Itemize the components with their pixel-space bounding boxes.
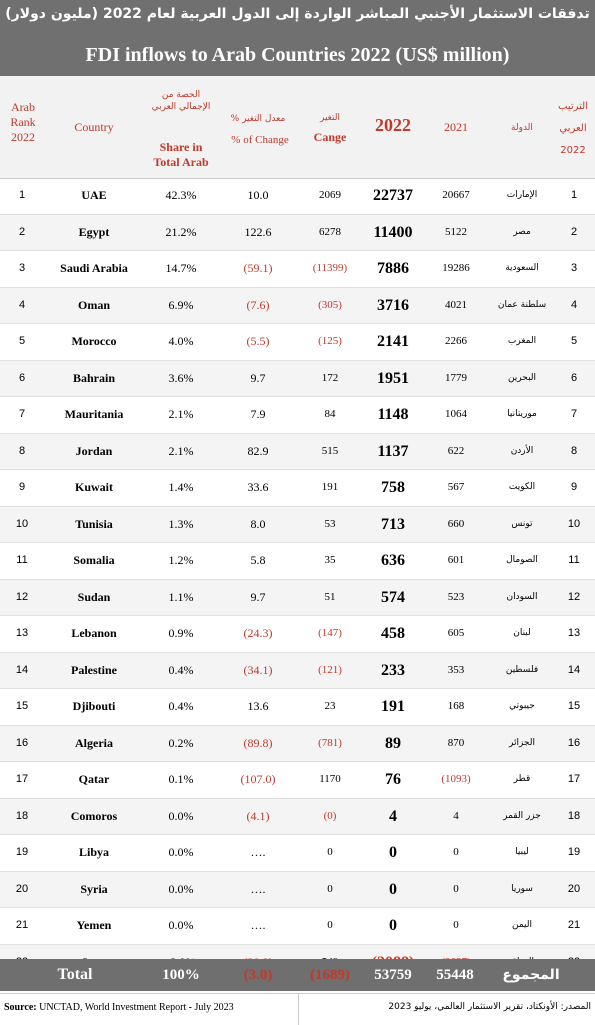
value-2021-cell: 5122 — [445, 225, 467, 238]
rank-ar-cell: 17 — [567, 773, 581, 785]
cange-cell: 6278 — [319, 225, 341, 238]
table-row — [0, 799, 595, 836]
share-cell: 0.4% — [168, 662, 194, 677]
header-cange-en: Cange — [313, 130, 347, 144]
table-row — [0, 616, 595, 653]
table-row — [0, 397, 595, 434]
value-2021-cell: 2266 — [445, 335, 467, 347]
country-ar-cell: سوريا — [511, 883, 533, 894]
cange-cell: 172 — [321, 371, 339, 384]
table-row — [0, 251, 595, 288]
country-ar-cell: مصر — [513, 226, 531, 237]
header-cange-ar: التغير — [320, 113, 340, 123]
rank-cell: 2 — [18, 225, 26, 238]
change-cell: (24.3) — [243, 626, 273, 640]
share-cell: 14.7% — [165, 261, 197, 275]
value-2021-cell: 567 — [447, 481, 465, 493]
value-2021-cell: 168 — [447, 700, 465, 712]
rank-cell: 15 — [15, 700, 29, 712]
footer — [0, 993, 595, 1025]
country-cell: Syria — [80, 881, 108, 896]
value-2022-cell: 458 — [381, 625, 405, 642]
rank-ar-cell: 4 — [570, 298, 578, 311]
cange-cell: (125) — [318, 335, 342, 347]
country-ar-cell: جزر القمر — [503, 810, 541, 821]
rank-ar-cell: 7 — [570, 408, 578, 420]
title-english: FDI inflows to Arab Countries 2022 (US$ million) — [85, 44, 510, 66]
change-cell: 9.7 — [250, 370, 266, 385]
source-ar: المصدر: الأونكتاد، تقرير الاستثمار العالمي، يوليو 2023 — [388, 1002, 591, 1012]
cange-cell: 84 — [324, 408, 336, 420]
share-cell: 1.2% — [168, 553, 194, 567]
country-cell: Tunisia — [75, 516, 113, 531]
total-change: (3.0) — [243, 967, 273, 983]
value-2021-cell: 0 — [453, 919, 459, 931]
table-row — [0, 361, 595, 398]
source-text: UNCTAD, World Investment Report - July 2023 — [36, 1002, 234, 1013]
cange-cell: (0) — [323, 809, 337, 822]
rank-cell: 17 — [15, 773, 29, 785]
change-cell: 82.9 — [247, 443, 269, 458]
share-cell: 4.0% — [168, 334, 194, 348]
country-cell: Qatar — [78, 772, 110, 786]
country-ar-cell: الجزائر — [509, 737, 535, 748]
table-row — [0, 215, 595, 252]
value-2021-cell: 870 — [447, 736, 465, 749]
rank-cell: 18 — [15, 809, 29, 822]
country-cell: Algeria — [75, 735, 113, 750]
country-ar-cell: اليمن — [511, 920, 532, 930]
table-header — [0, 76, 595, 179]
change-cell: (5.5) — [246, 334, 270, 348]
table-row — [0, 507, 595, 544]
table-row — [0, 288, 595, 325]
change-cell: (4.1) — [246, 808, 270, 823]
change-cell: 7.9 — [250, 407, 266, 421]
share-cell: 0.1% — [168, 772, 194, 786]
share-cell: 3.6% — [168, 370, 194, 385]
table-row — [0, 543, 595, 580]
change-cell: 8.0 — [250, 516, 266, 531]
country-cell: UAE — [81, 188, 107, 202]
cange-cell: 2069 — [319, 189, 341, 201]
value-2022-cell: 713 — [381, 515, 405, 533]
table-row — [0, 324, 595, 361]
value-2022-cell: 0 — [389, 844, 397, 861]
cange-cell: 35 — [324, 554, 336, 566]
source-en — [4, 1002, 234, 1013]
change-cell: 5.8 — [250, 553, 266, 567]
value-2021-cell: 19286 — [442, 262, 470, 274]
cange-cell: 1170 — [319, 773, 341, 785]
rank-ar-cell: 14 — [567, 663, 581, 676]
change-cell: 9.7 — [250, 589, 266, 604]
share-cell: 1.3% — [168, 516, 194, 531]
share-cell: 2.1% — [168, 407, 194, 421]
value-2022-cell: 3716 — [377, 296, 409, 314]
share-cell: 42.3% — [165, 188, 197, 202]
change-cell: …. — [250, 881, 266, 896]
rank-ar-cell: 3 — [570, 262, 578, 274]
rank-ar-cell: 15 — [567, 700, 581, 712]
country-cell: Jordan — [75, 443, 113, 458]
value-2022-cell: 574 — [381, 588, 405, 606]
country-ar-cell: الأردن — [510, 445, 534, 456]
value-2022-cell: 7886 — [377, 260, 409, 277]
source-label: Source: — [4, 1002, 37, 1013]
total-label-ar: المجموع — [502, 967, 560, 983]
change-cell: 13.6 — [247, 699, 269, 713]
value-2022-cell: 191 — [381, 698, 405, 715]
total-2022: 53759 — [374, 967, 412, 983]
rank-ar-cell: 8 — [570, 444, 578, 457]
value-2021-cell: 0 — [453, 846, 459, 858]
table-row — [0, 835, 595, 872]
country-cell: Yemen — [76, 918, 112, 932]
cange-cell: 0 — [327, 919, 333, 931]
share-cell: 0.2% — [168, 735, 194, 750]
country-ar-cell: لبنان — [513, 628, 531, 638]
rank-ar-cell: 12 — [567, 590, 581, 603]
value-2021-cell: 523 — [447, 590, 465, 603]
total-2021: 55448 — [436, 967, 474, 983]
table-row — [0, 762, 595, 799]
rank-cell: 16 — [15, 736, 29, 749]
table-row — [0, 726, 595, 763]
value-2021-cell: 1064 — [445, 408, 467, 420]
share-cell: 0.4% — [168, 699, 194, 713]
country-cell: Sudan — [77, 589, 111, 604]
country-cell: Oman — [77, 297, 110, 312]
cange-cell: (781) — [318, 736, 342, 749]
change-cell: (107.0) — [240, 772, 276, 786]
rank-cell: 14 — [15, 663, 29, 676]
value-2022-cell: 11400 — [373, 223, 413, 241]
header-rank-ar: الترتيب العربي 2022 — [558, 101, 588, 156]
share-cell: 0.0% — [168, 918, 194, 932]
country-ar-cell: جيبوتي — [509, 701, 535, 711]
value-2021-cell: 353 — [447, 663, 465, 676]
cange-cell: 51 — [324, 590, 336, 603]
rank-cell: 10 — [15, 517, 29, 530]
rank-ar-cell: 20 — [567, 882, 581, 895]
rank-cell: 13 — [15, 627, 29, 639]
value-2021-cell: 1779 — [445, 371, 467, 384]
rank-cell: 6 — [18, 371, 26, 384]
value-2022-cell: 0 — [389, 880, 397, 898]
country-cell: Somalia — [73, 553, 115, 567]
table-row — [0, 470, 595, 507]
rank-ar-cell: 21 — [567, 919, 581, 931]
country-ar-cell: ليبيا — [515, 847, 529, 857]
share-cell: 0.9% — [168, 626, 194, 640]
change-cell: …. — [250, 845, 266, 859]
rank-cell: 5 — [18, 335, 26, 347]
table-row — [0, 653, 595, 690]
table-row — [0, 908, 595, 945]
table-row — [0, 434, 595, 471]
rank-ar-cell: 18 — [567, 809, 581, 822]
country-ar-cell: الإمارات — [506, 190, 538, 200]
value-2022-cell: 233 — [381, 661, 405, 679]
value-2022-cell: 758 — [381, 479, 405, 496]
share-cell: 2.1% — [168, 443, 194, 458]
cange-cell: 0 — [327, 882, 333, 895]
header-country-ar: الدولة — [511, 123, 533, 133]
country-ar-cell: قطر — [513, 774, 531, 784]
change-cell: (59.1) — [243, 261, 273, 275]
value-2022-cell: 2141 — [377, 333, 409, 350]
rank-ar-cell: 2 — [570, 225, 578, 238]
table-row — [0, 872, 595, 909]
value-2021-cell: 20667 — [442, 189, 470, 201]
country-ar-cell: المغرب — [507, 336, 537, 346]
country-ar-cell: سلطنة عمان — [497, 299, 547, 310]
cange-cell: 23 — [324, 700, 336, 712]
country-cell: Libya — [78, 845, 109, 859]
header-rank-en: Arab Rank 2022 — [10, 100, 36, 144]
rank-ar-cell: 13 — [567, 627, 581, 639]
share-cell: 0.0% — [168, 808, 194, 823]
rank-ar-cell: 19 — [567, 846, 581, 858]
value-2021-cell: 622 — [447, 444, 465, 457]
value-2021-cell: 605 — [447, 627, 465, 639]
country-cell: Comoros — [70, 808, 118, 823]
footer-divider — [298, 994, 299, 1025]
value-2022-cell: 76 — [385, 771, 401, 788]
rank-cell: 3 — [18, 262, 26, 274]
rank-ar-cell: 5 — [570, 335, 578, 347]
country-cell: Djibouti — [72, 699, 116, 713]
change-cell: (7.6) — [246, 297, 270, 312]
title-bar — [0, 0, 595, 76]
share-cell: 6.9% — [168, 297, 194, 312]
rank-ar-cell: 9 — [570, 481, 578, 493]
header-country: Country — [74, 120, 114, 134]
country-cell: Egypt — [78, 224, 110, 239]
country-cell: Mauritania — [64, 407, 124, 421]
rank-cell: 4 — [18, 298, 26, 311]
country-ar-cell: الكويت — [508, 482, 536, 492]
rank-cell: 20 — [15, 882, 29, 895]
country-ar-cell: السودان — [506, 591, 538, 602]
value-2022-cell: 89 — [385, 734, 401, 752]
header-change-ar: معدل التغير % — [230, 114, 286, 124]
rank-cell: 11 — [16, 554, 28, 566]
country-cell: Saudi Arabia — [60, 261, 128, 275]
change-cell: 33.6 — [247, 480, 269, 494]
value-2021-cell: 4021 — [445, 298, 467, 311]
change-cell: 122.6 — [244, 224, 272, 239]
country-cell: Lebanon — [71, 626, 117, 640]
country-cell: Morocco — [71, 334, 117, 348]
value-2021-cell: 660 — [447, 517, 465, 530]
value-2021-cell: 0 — [453, 882, 459, 895]
share-cell: 0.0% — [168, 845, 194, 859]
table-row — [0, 178, 595, 215]
rank-cell: 21 — [15, 919, 29, 931]
share-cell: 21.2% — [165, 224, 197, 239]
value-2022-cell: 4 — [389, 807, 397, 825]
rank-cell: 7 — [18, 408, 26, 420]
change-cell: …. — [250, 918, 266, 932]
header-share-en: Share in Total Arab — [153, 140, 209, 169]
country-ar-cell: موريتانيا — [507, 409, 537, 419]
country-ar-cell: البحرين — [507, 372, 537, 383]
value-2022-cell: 1148 — [377, 406, 409, 423]
country-ar-cell: السعودية — [505, 263, 539, 273]
value-2022-cell: 1951 — [377, 369, 409, 387]
total-cange: (1689) — [310, 967, 350, 983]
table-body — [0, 178, 595, 981]
rank-cell: 19 — [15, 846, 29, 858]
cange-cell: 191 — [321, 481, 339, 493]
cange-cell: (11399) — [312, 262, 348, 274]
rank-ar-cell: 6 — [570, 371, 578, 384]
total-row — [0, 959, 595, 991]
rank-cell: 8 — [18, 444, 26, 457]
change-cell: 10.0 — [247, 188, 269, 202]
title-arabic: تدفقات الاستثمار الأجنبي المباشر الواردة إلى الدول العربية لعام 2022 (مليون دولار) — [5, 6, 590, 22]
table-row — [0, 689, 595, 726]
share-cell: 1.1% — [168, 589, 194, 604]
share-cell: 0.0% — [168, 881, 194, 896]
rank-ar-cell: 16 — [567, 736, 581, 749]
country-ar-cell: الصومال — [506, 555, 538, 565]
rank-cell: 1 — [18, 189, 26, 201]
value-2021-cell: (1093) — [441, 773, 471, 785]
change-cell: (89.8) — [243, 735, 273, 750]
total-label: Total — [57, 966, 93, 983]
table-row — [0, 580, 595, 617]
header-2022: 2022 — [375, 115, 411, 135]
value-2021-cell: 601 — [447, 554, 465, 566]
rank-ar-cell: 11 — [568, 554, 580, 566]
country-cell: Bahrain — [72, 370, 115, 385]
change-cell: (34.1) — [243, 662, 273, 677]
share-cell: 1.4% — [168, 480, 194, 494]
cange-cell: (121) — [318, 663, 342, 676]
country-ar-cell: تونس — [511, 518, 533, 529]
cange-cell: 0 — [327, 846, 333, 858]
cange-cell: 53 — [324, 517, 336, 530]
country-ar-cell: فلسطين — [505, 664, 539, 675]
total-share: 100% — [162, 967, 200, 983]
rank-ar-cell: 1 — [570, 189, 578, 201]
value-2022-cell: 1137 — [377, 442, 409, 460]
rank-cell: 9 — [18, 481, 26, 493]
country-cell: Kuwait — [74, 480, 113, 494]
country-cell: Palestine — [71, 662, 117, 677]
cange-cell: (147) — [318, 627, 342, 639]
header-change-en: % of Change — [231, 134, 289, 146]
rank-cell: 12 — [15, 590, 29, 603]
cange-cell: 515 — [321, 444, 339, 457]
value-2022-cell: 22737 — [373, 187, 413, 204]
value-2021-cell: 4 — [453, 809, 459, 822]
rank-ar-cell: 10 — [567, 517, 581, 530]
value-2022-cell: 0 — [389, 917, 397, 934]
header-2021: 2021 — [444, 120, 468, 134]
header-share-ar: الحصة من الإجمالي العربي — [151, 90, 211, 112]
cange-cell: (305) — [318, 298, 342, 311]
value-2022-cell: 636 — [381, 552, 405, 569]
